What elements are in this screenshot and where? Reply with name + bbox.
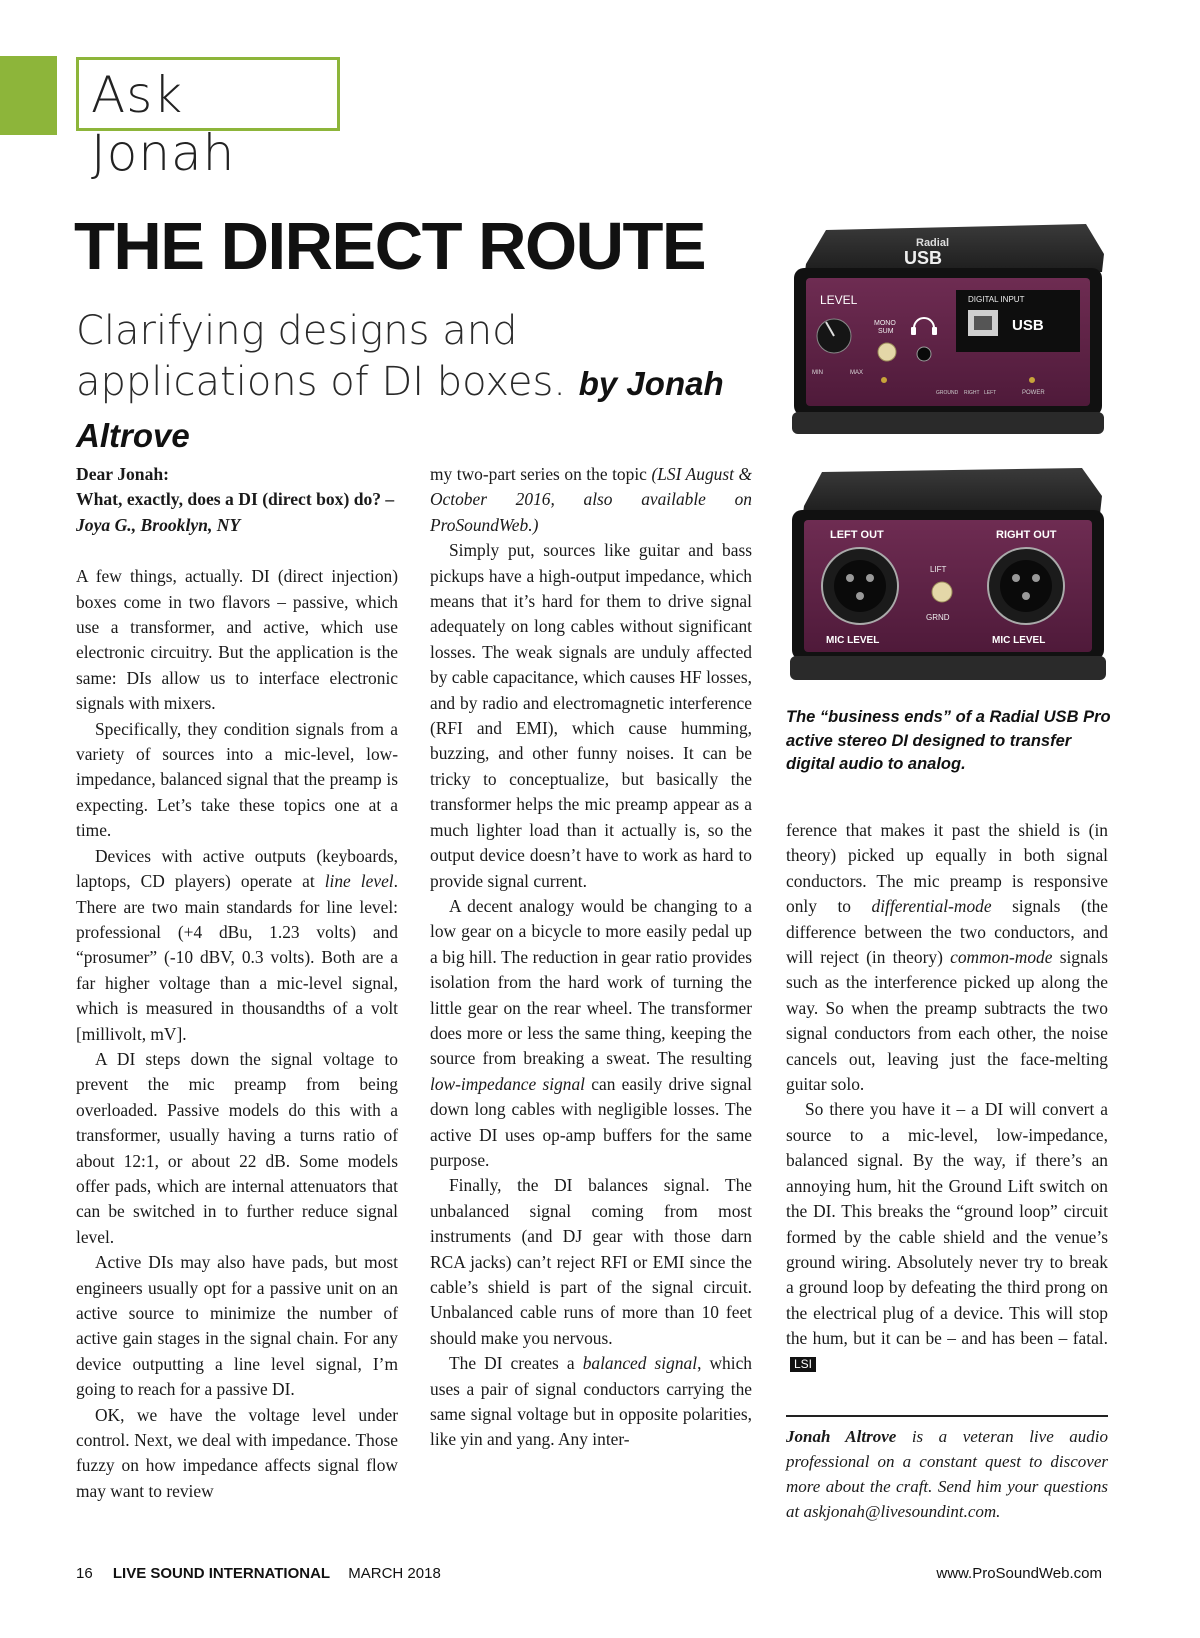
svg-text:MAX: MAX [850,370,864,376]
footer-url: www.ProSoundWeb.com [936,1565,1102,1582]
letter-salutation: Dear Jonah: [76,464,170,484]
paragraph: my two-part series on the topic (LSI August & October 2016, also available on ProSoundWeb.) [430,464,753,535]
svg-text:MIC LEVEL: MIC LEVEL [992,635,1046,646]
paragraph: Simply put, sources like guitar and bass pickups have a high-output impedance, which means that it’s hard for them to drive signal adequately on long cables without significant losses. The weak signals are unduly affected by cable capacitance, which causes HF losses, and by radio and electromagnetic interference (RFI and EMI), which cause humming, buzzing, and other funny noises. It can be tricky to conceptualize, but basically the transformer helps the mic preamp appear as a much lighter load than it actually is, so the output device doesn’t have to work as hard to provide signal current. [430,540,752,891]
svg-text:RIGHT: RIGHT [964,390,980,396]
brand-text: Radial [916,237,950,249]
author-name: Jonah Altrove [786,1427,897,1446]
led-icon [881,377,887,383]
product-photo-xlr-panel [786,468,1108,687]
paragraph: A DI steps down the signal voltage to prevent the mic preamp from being overloaded. Passive models do this with a transformer, usually having a turns ratio of about 12:1, or about 22 dB. Some models offer pads, which are internal attenuators that can be switched in to further reduce signal level. [76,1048,398,1247]
section-color-tab [0,56,57,135]
article-column-3 [786,818,1108,1377]
svg-text:MIC LEVEL: MIC LEVEL [826,635,880,646]
svg-text:DIGITAL INPUT: DIGITAL INPUT [968,295,1025,304]
svg-text:USB: USB [1012,317,1044,334]
svg-text:LIFT: LIFT [930,565,947,574]
svg-text:RIGHT OUT: RIGHT OUT [996,529,1057,541]
issue-date: MARCH 2018 [348,1565,441,1582]
end-of-article-tag: LSI [790,1357,816,1372]
paragraph: Specifically, they condition signals from a variety of sources into a mic-level, low-impedance, balanced signal that the preamp is expecting. Let’s take these topics one at a time. [76,718,398,841]
letter-question: What, exactly, does a DI (direct box) do? [76,489,382,510]
bio-divider [786,1415,1108,1417]
author-bio-text: is a veteran live audio professional on a constant quest to discover more about the craft. Send him your questions at askjonah@livesoundint.com. [786,1427,1108,1521]
ground-lift-button-icon [932,582,952,602]
page-footer-left [76,1565,441,1582]
paragraph: So there you have it – a DI will convert a source to a mic-level, low-impedance, balanced signal. By the way, if there’s an annoying hum, hit the Ground Lift switch on the DI. This breaks the “ground loop” circuit formed by the cable shield and the venue’s ground wiring. Absolutely never try to break a ground loop by defeating the third prong on the electrical plug of a device. This will stop the hum, but it can be – and has been – fatal. LSI [786,1099,1108,1371]
svg-text:GRND: GRND [926,613,950,622]
paragraph: Devices with active outputs (keyboards, laptops, CD players) operate at line level. There are two main standards for line level: professional (+4 dBu, 1.23 volts) and “prosumer” (-10 dBV, 0.3 volts). Both are a far higher voltage than a mic-level signal, which is measured in thousandths of a volt [millivolt, mV]. [76,845,398,1044]
photo-caption: The “business ends” of a Radial USB Pro active stereo DI designed to transfer digital audio to analog. [786,708,1111,773]
level-label: LEVEL [820,293,858,307]
byline: by Jonah Altrove [76,365,724,454]
paragraph: A few things, actually. DI (direct injection) boxes come in two flavors – passive, which use a transformer, and active, which use electronic circuitry. But the application is the same: DIs allow us to interface electronic signals with mixers. [76,566,398,714]
letter-signature: – Joya G., Brooklyn, NY [76,489,395,535]
svg-text:SUM: SUM [878,328,894,335]
section-label-box [76,57,340,182]
subhead-block [76,306,766,461]
mono-sum-button-icon [878,343,896,361]
paragraph: Finally, the DI balances signal. The unbalanced signal coming from most instruments (and DJ gear with those darn RCA jacks) can’t reject RFI or EMI since the cable’s shield is part of the signal circuit. Unbalanced cable runs of more than 10 feet should make you nervous. [430,1175,752,1348]
model-text: USB [904,248,943,268]
paragraph: A decent analogy would be changing to a low gear on a bicycle to more easily pedal up a big hill. The reduction in gear ratio provides isolation from the hard work of turning the little gear on the rear wheel. The transformer does more or less the same thing, keeping the source from breaking a sweat. The resulting low-impedance signal can easily drive signal down long cables with negligible losses. The active DI uses op-amp buffers for the same purpose. [430,895,752,1170]
paragraph: The DI creates a balanced signal, which uses a pair of signal conductors carrying the same signal voltage but in opposite polarities, like yin and yang. Any inter- [430,1353,752,1450]
svg-text:LEFT OUT: LEFT OUT [830,529,884,541]
page-number: 16 [76,1565,93,1582]
magazine-name: LIVE SOUND INTERNATIONAL [112,1565,331,1582]
subhead: Clarifying designs and applications of DI boxes. [76,308,567,405]
svg-text:MIN: MIN [812,370,823,376]
article-column-2 [430,462,752,1453]
svg-text:POWER: POWER [1022,390,1045,396]
product-photo-usb-panel [786,224,1108,442]
reader-letter [76,462,398,538]
svg-text:GROUND: GROUND [936,390,959,396]
paragraph: Active DIs may also have pads, but most engineers usually opt for a passive unit on an active source to minimize the number of active gain stages in the signal chain. For any device outputting a line level signal, I’m going to reach for a passive DI. [76,1252,398,1400]
svg-text:LEFT: LEFT [984,390,997,396]
headline: THE DIRECT ROUTE [74,209,706,284]
paragraph: ference that makes it past the shield is (in theory) picked up equally in both signal conductors. The mic preamp is responsive only to differential-mode signals (the difference between the two conductors, and will reject (in theory) common-mode signals such as the interference picked up along the way. So when the preamp subtracts the two signal conductors from each other, the noise cancels out, leaving just the face-melting guitar solo. [786,820,1109,1095]
author-bio [786,1424,1108,1524]
article-column-1 [76,462,398,1504]
svg-text:MONO: MONO [874,320,896,327]
section-label: Ask Jonah [91,66,236,182]
paragraph: OK, we have the voltage level under control. Next, we deal with impedance. Those fuzzy on how impedance affects signal flow may want to review [76,1404,398,1501]
